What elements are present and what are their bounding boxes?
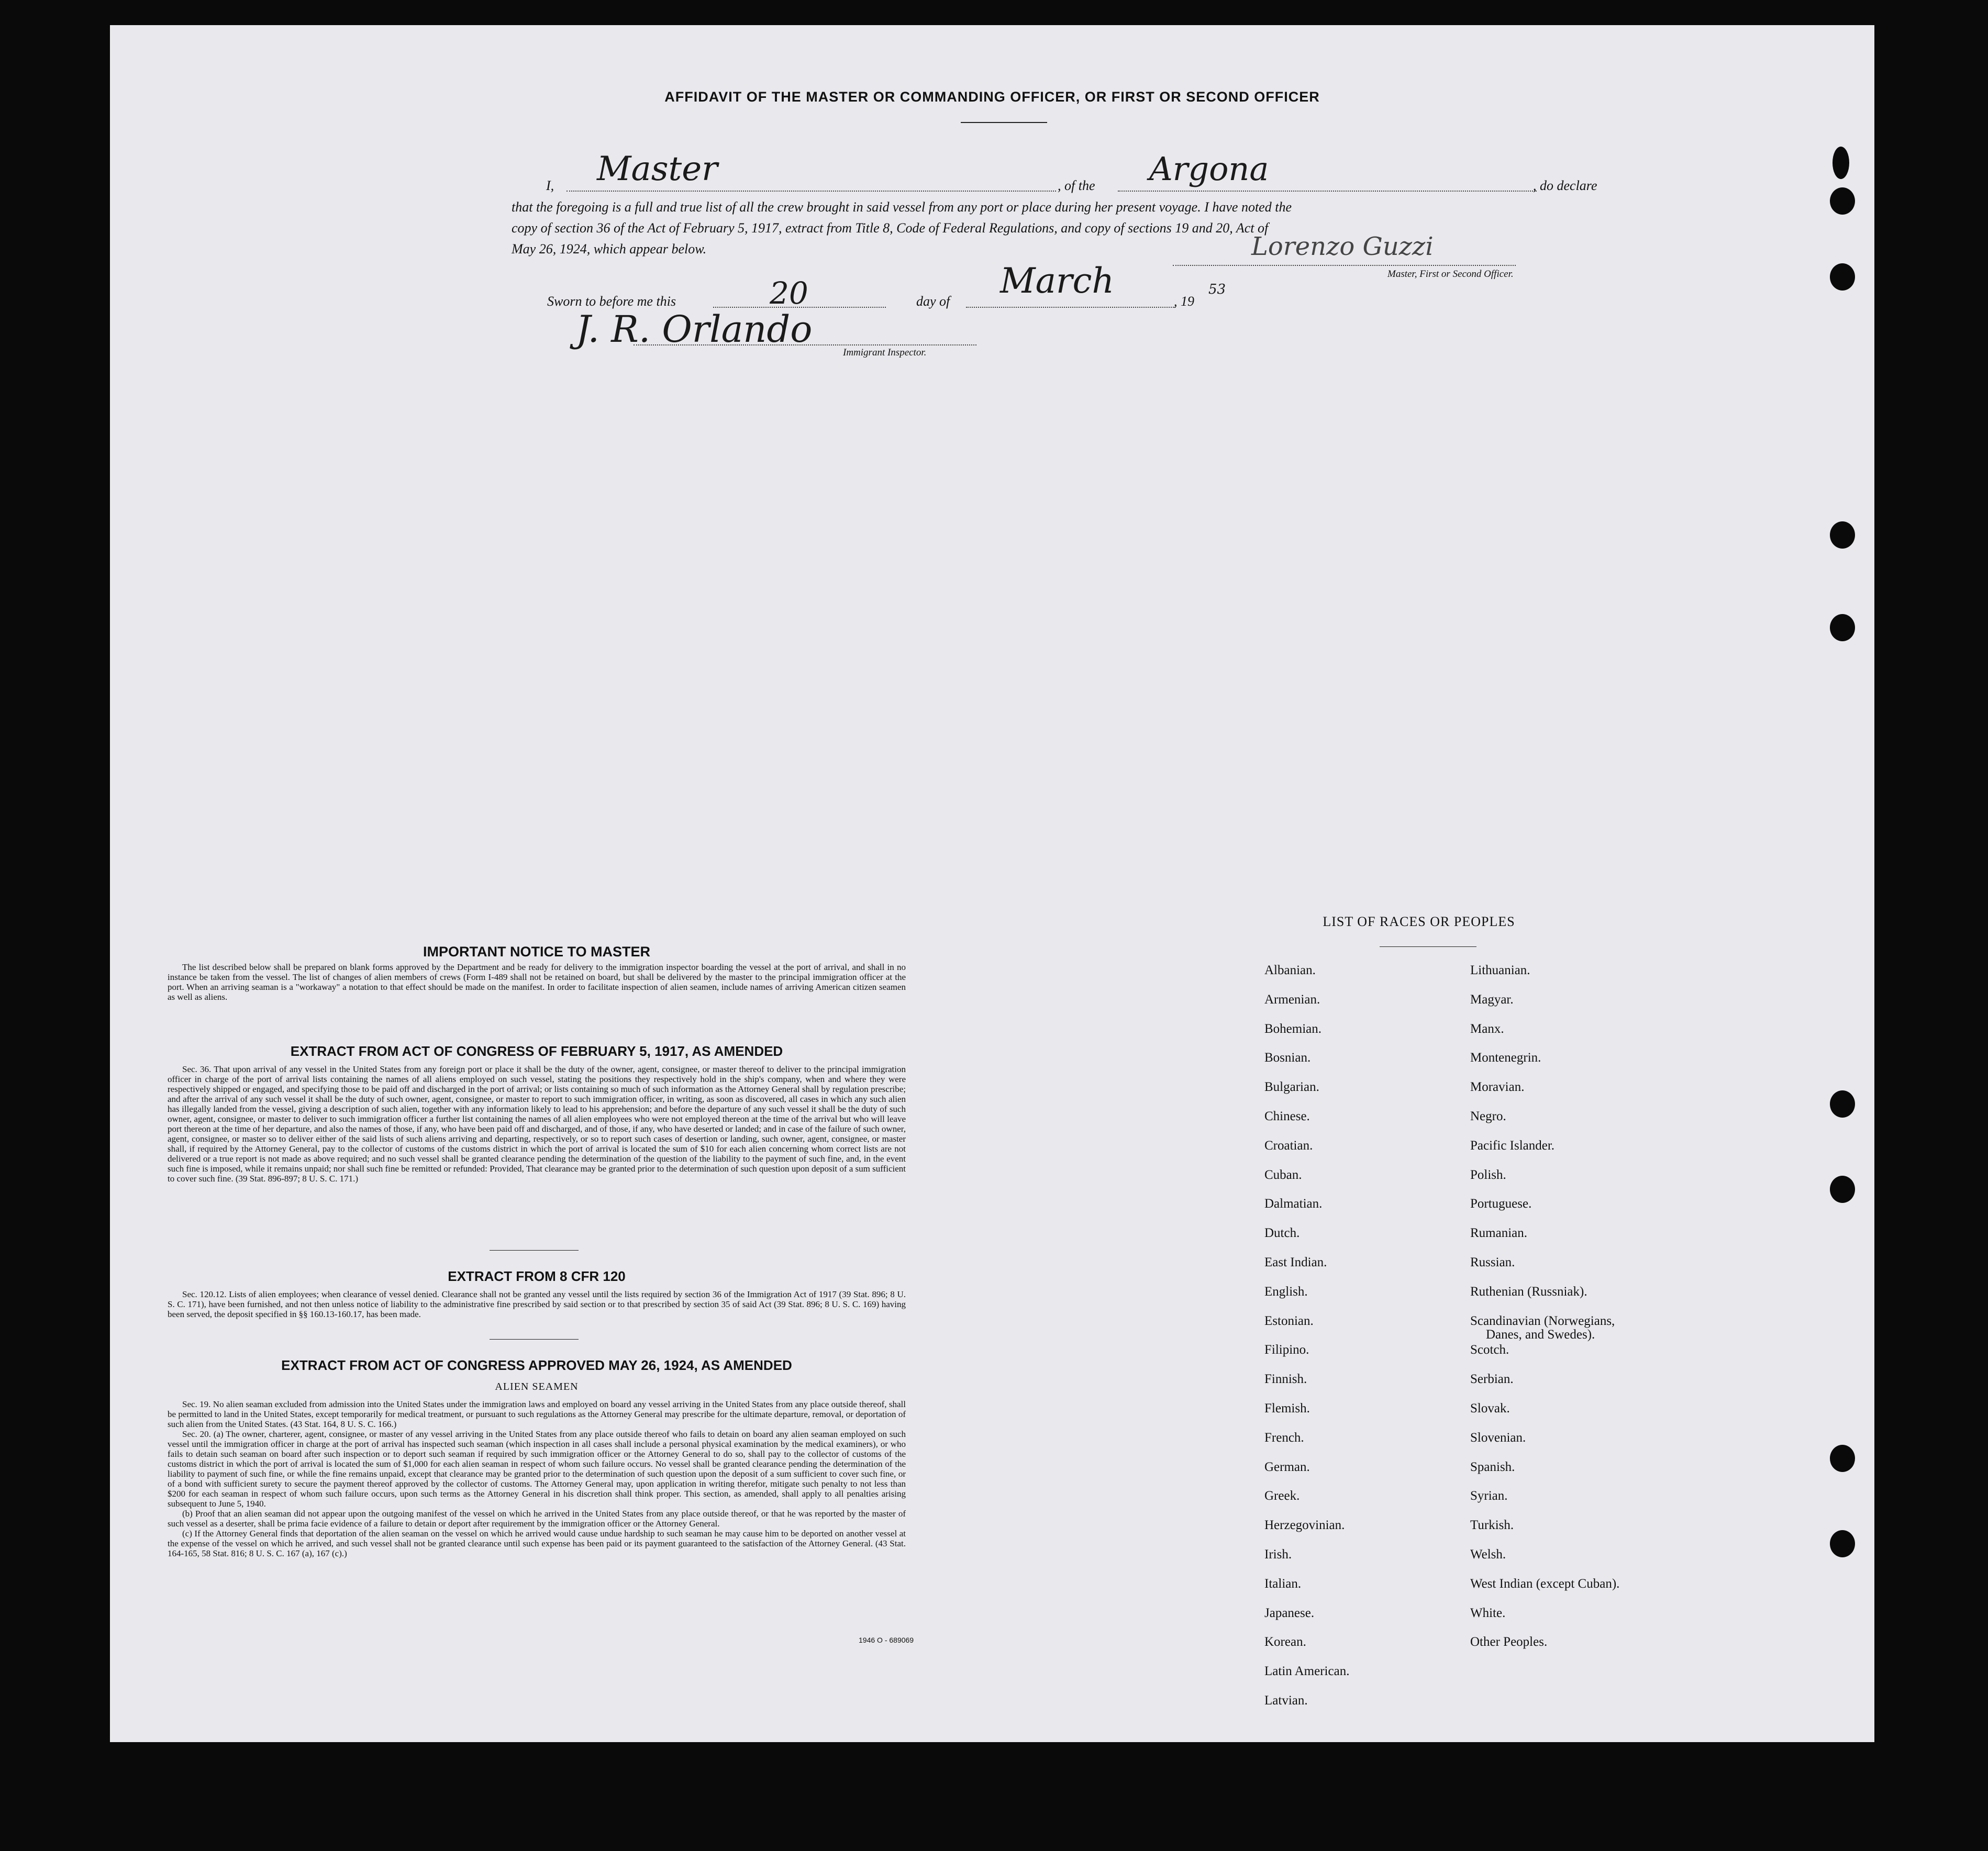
race-item: Moravian. — [1470, 1080, 1525, 1094]
race-item: Chinese. — [1264, 1109, 1310, 1123]
notice-text — [168, 962, 906, 1002]
race-item: Ruthenian (Russniak). — [1470, 1285, 1587, 1299]
races-title: LIST OF RACES OR PEOPLES — [1323, 914, 1515, 929]
extract-1924-subtitle: ALIEN SEAMEN — [495, 1381, 579, 1392]
race-item: Pacific Islander. — [1470, 1139, 1555, 1153]
race-item: Syrian. — [1470, 1489, 1508, 1503]
master-signature: Lorenzo Guzzi — [1251, 232, 1434, 261]
affidavit-line-4: May 26, 1924, which appear below. — [512, 241, 707, 257]
punch-hole — [1830, 187, 1855, 215]
race-item: White. — [1470, 1606, 1506, 1620]
punch-hole — [1830, 1176, 1855, 1203]
race-item: Latin American. — [1264, 1664, 1350, 1678]
race-item: German. — [1264, 1460, 1310, 1474]
document-page — [110, 25, 1874, 1742]
extract-cfr-paragraph: Sec. 120.12. Lists of alien employees; when clearance of vessel denied. Clearance shall not be granted any vessel until the lists required by section 36 of the Immigration Act of 1917 (39 Stat. 896; 8 U. S. C. 171), have been furnished, and not then unless notice of liability to the administrative fine prescribed by said section or to that prescribed by section 35 of said Act (39 Stat. 896; 8 U. S. C. 169) having been served, the deposit specified in §§ 160.13-160.17, has been made. — [168, 1289, 906, 1319]
race-item: Serbian. — [1470, 1372, 1514, 1386]
extract-1924-text — [168, 1399, 906, 1558]
races-divider — [1380, 946, 1476, 947]
handwritten-master-title: Master — [597, 150, 718, 188]
race-item: Manx. — [1470, 1022, 1504, 1036]
race-item: Herzegovinian. — [1264, 1518, 1345, 1532]
race-item: Latvian. — [1264, 1693, 1308, 1708]
affidavit-line-2: that the foregoing is a full and true list of all the crew brought in said vessel from any port or place during her present voyage. I have noted the — [512, 199, 1292, 215]
race-item: Japanese. — [1264, 1606, 1315, 1620]
race-item: Bulgarian. — [1264, 1080, 1319, 1094]
title-divider — [961, 122, 1047, 123]
punch-hole — [1830, 263, 1855, 291]
affidavit-i: I, — [546, 178, 554, 193]
inspector-signature: J. R. Orlando — [576, 308, 813, 351]
race-item: Spanish. — [1470, 1460, 1515, 1474]
race-item: Negro. — [1470, 1109, 1506, 1123]
race-item: Other Peoples. — [1470, 1635, 1548, 1649]
vessel-blank-line — [1118, 191, 1537, 192]
affidavit-declare: , do declare — [1533, 178, 1597, 193]
extract-1924-title: EXTRACT FROM ACT OF CONGRESS APPROVED MAY 26, 1924, AS AMENDED — [281, 1357, 792, 1373]
notice-paragraph: The list described below shall be prepared on blank forms approved by the Department and be ready for delivery to the immigration inspector boarding the vessel at the port of arrival, and shall in no instance be taken from the vessel. The list of changes of alien members of crews (Form I-489 shall not be retained on board, but shall be delivered by the master to the principal immigration officer at the port. When an arriving seaman is a "workaway" a notation to that effect should be made on the manifest. In order to facilitate inspection of alien seamen, include names of arriving American citizen seamen as well as aliens. — [168, 962, 906, 1002]
race-item: Scotch. — [1470, 1343, 1509, 1357]
race-item: Magyar. — [1470, 993, 1514, 1007]
affidavit-of-the: , of the — [1058, 178, 1095, 193]
divider-1 — [490, 1250, 579, 1251]
sworn-prefix: Sworn to before me this — [547, 294, 676, 309]
master-signature-line — [1173, 265, 1516, 266]
race-item: Rumanian. — [1470, 1226, 1528, 1240]
punch-hole — [1830, 614, 1855, 641]
handwritten-day: 20 — [770, 275, 808, 311]
race-item: Albanian. — [1264, 963, 1316, 977]
punch-hole — [1830, 1445, 1855, 1472]
race-item: Lithuanian. — [1470, 963, 1530, 977]
punch-hole — [1830, 1530, 1855, 1557]
punch-mark — [1885, 147, 1912, 181]
divider-2 — [490, 1339, 579, 1340]
sec-19-paragraph: Sec. 19. No alien seaman excluded from admission into the United States under the immigration laws and employed on board any vessel arriving in the United States from any place outside thereof, shall be permitted to land in the United States, except temporarily for medical treatment, or pursuant to such regulations as the Attorney General may prescribe for the ultimate departure, removal, or deportation of such alien from the United States. (43 Stat. 164, 8 U. S. C. 166.) — [168, 1399, 906, 1429]
race-item: Armenian. — [1264, 993, 1320, 1007]
race-item: Danes, and Swedes). — [1486, 1328, 1595, 1342]
race-item: Irish. — [1264, 1547, 1292, 1562]
extract-1917-text — [168, 1064, 906, 1184]
sec-20b-paragraph: (b) Proof that an alien seaman did not appear upon the outgoing manifest of the vessel on which he arrived in the United States from any place outside thereof, or that he was reported by the master of such vessel as a deserter, shall be prima facie evidence of a failure to detain or deport after requirement by the immigration officer or the Attorney General. — [168, 1509, 906, 1529]
race-item: Russian. — [1470, 1255, 1515, 1269]
handwritten-vessel-name: Argona — [1149, 150, 1269, 188]
race-item: French. — [1264, 1431, 1304, 1445]
race-item: Finnish. — [1264, 1372, 1307, 1386]
inspector-signature-label: Immigrant Inspector. — [843, 347, 927, 358]
race-item: Bosnian. — [1264, 1051, 1311, 1065]
extract-cfr-text — [168, 1289, 906, 1319]
race-item: Dutch. — [1264, 1226, 1300, 1240]
punch-hole — [1830, 521, 1855, 549]
race-item: Slovak. — [1470, 1401, 1510, 1415]
race-item: Dalmatian. — [1264, 1197, 1323, 1211]
race-item: Scandinavian (Norwegians, — [1470, 1314, 1615, 1328]
race-item: Filipino. — [1264, 1343, 1309, 1357]
race-item: West Indian (except Cuban). — [1470, 1577, 1620, 1591]
year-prefix: , 19 — [1174, 294, 1194, 309]
affidavit-title: AFFIDAVIT OF THE MASTER OR COMMANDING OFFICER, OR FIRST OR SECOND OFFICER — [664, 89, 1320, 105]
sec-20a-paragraph: Sec. 20. (a) The owner, charterer, agent, consignee, or master of any vessel arriving in the United States from any place outside thereof who fails to detain on board any alien seaman employed on such vessel until the immigration officer in charge at the port of arrival has inspected such seaman (which inspection in all cases shall include a personal physical examination by the medical examiners), or who fails to detain such seaman on board after such inspection or to deport such seaman if required by such immigration officer or the Attorney General to do so, shall pay to the collector of customs of the customs district in which the port of arrival is located the sum of $1,000 for each alien seaman in respect of whom such failure occurs. No vessel shall be granted clearance pending the determination of the liability to payment of such fine, or while the fine remains unpaid, except that clearance may be granted prior to the determination of such question upon the deposit of a sum sufficient to cover such fine, or of a bond with sufficient surety to secure the payment thereof approved by the collector of customs. The Attorney General may, upon application in writing therefor, mitigate such penalty to not less than $200 for each seaman in respect of whom such failure occurs, upon such terms as the Attorney General in his discretion shall think proper. This section, as amended, shall apply to all penalties arising subsequent to June 5, 1940. — [168, 1429, 906, 1509]
punch-hole — [1830, 1090, 1855, 1118]
race-item: English. — [1264, 1285, 1308, 1299]
month-blank-line — [966, 307, 1175, 308]
race-item: Estonian. — [1264, 1314, 1314, 1328]
notice-title: IMPORTANT NOTICE TO MASTER — [423, 944, 650, 960]
affidavit-line-3: copy of section 36 of the Act of February 5, 1917, extract from Title 8, Code of Federal Regulations, and copy of sections 19 and 20, Act of — [512, 220, 1269, 236]
race-item: Italian. — [1264, 1577, 1302, 1591]
day-of-label: day of — [916, 294, 950, 309]
punch-mark — [1832, 147, 1849, 179]
extract-cfr-title: EXTRACT FROM 8 CFR 120 — [448, 1268, 626, 1284]
race-item: Montenegrin. — [1470, 1051, 1541, 1065]
race-item: Welsh. — [1470, 1547, 1506, 1562]
extract-1917-paragraph: Sec. 36. That upon arrival of any vessel in the United States from any foreign port or place it shall be the duty of the owner, agent, consignee, or master thereof to deliver to the principal immigration officer in charge of the port of arrival lists containing the names of all aliens employed on such vessel, stating the positions they respectively hold in the ship's company, when and where they were respectively shipped or engaged, and specifying those to be paid off and discharged in the port of arrival; or lists containing so much of such information as the Attorney General shall by regulation prescribe; and after the arrival of any such vessel it shall be the duty of such owner, agent, consignee, or master to report to such immigration officer, in writing, as soon as discovered, all cases in which any such alien has illegally landed from the vessel, giving a description of such alien, together with any information likely to lead to his apprehension; and before the departure of any such vessel it shall be the duty of such owner, agent, consignee, or master to deliver to such immigration officer a further list containing the names of all alien employees who were not employed thereon at the time of the arrival but who will leave port thereon at the time of her departure, and also the names of those, if any, who have been paid off and discharged, and of those, if any, who have deserted or landed; and in case of the failure of such owner, agent, consignee, or master so to deliver either of the said lists of such aliens arriving and departing, respectively, or so to report such cases of desertion or landing, such owner, agent, consignee, or master shall, if required by the Attorney General, pay to the collector of customs of the customs district in which the port of arrival is located the sum of $10 for each alien concerning whom correct lists are not delivered or a true report is not made as above required; and no such vessel shall be granted clearance pending the determination of the question of the liability to the payment of such fine, and, in the event such fine is imposed, while it remains unpaid; nor shall such fine be remitted or refunded: Provided, That clearance may be granted prior to the determination of such question upon deposit of a sum sufficient to cover such fine. (39 Stat. 896-897; 8 U. S. C. 171.) — [168, 1064, 906, 1184]
master-signature-label: Master, First or Second Officer. — [1387, 269, 1514, 280]
race-item: Bohemian. — [1264, 1022, 1322, 1036]
race-item: Slovenian. — [1470, 1431, 1526, 1445]
handwritten-year: 53 — [1208, 282, 1226, 297]
extract-1917-title: EXTRACT FROM ACT OF CONGRESS OF FEBRUARY 5, 1917, AS AMENDED — [290, 1043, 783, 1059]
title-blank-line — [567, 191, 1056, 192]
race-item: Turkish. — [1470, 1518, 1514, 1532]
race-item: Korean. — [1264, 1635, 1306, 1649]
race-item: Greek. — [1264, 1489, 1300, 1503]
handwritten-month: March — [1000, 261, 1114, 301]
race-item: East Indian. — [1264, 1255, 1327, 1269]
race-item: Croatian. — [1264, 1139, 1313, 1153]
race-item: Flemish. — [1264, 1401, 1310, 1415]
race-item: Polish. — [1470, 1168, 1506, 1182]
print-code: 1946 O - 689069 — [859, 1636, 914, 1644]
race-item: Cuban. — [1264, 1168, 1302, 1182]
race-item: Portuguese. — [1470, 1197, 1532, 1211]
sec-20c-paragraph: (c) If the Attorney General finds that deportation of the alien seaman on the vessel on which he arrived would cause undue hardship to such seaman he may cause him to be deported on another vessel at the expense of the vessel on which he arrived, and such vessel shall not be granted clearance until such expense has been paid or its payment guaranteed to the satisfaction of the Attorney General. (43 Stat. 164-165, 58 Stat. 816; 8 U. S. C. 167 (a), 167 (c).) — [168, 1529, 906, 1558]
